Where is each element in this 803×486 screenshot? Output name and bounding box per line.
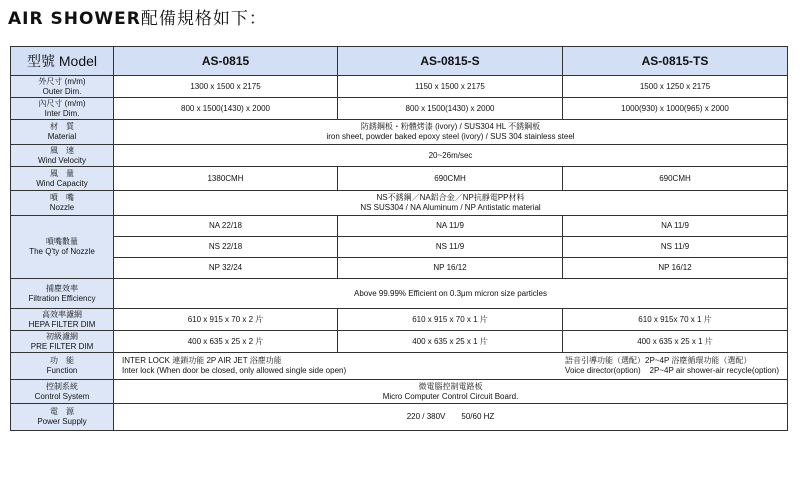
label-zh: 風 速 bbox=[50, 145, 74, 155]
value-zh: 防銹鋼板・粉體烤漆 (ivory) / SUS304 HL 不銹鋼板 bbox=[360, 122, 541, 131]
table-cell: 400 x 635 x 25 x 2 片 bbox=[114, 331, 338, 353]
table-cell: 800 x 1500(1430) x 2000 bbox=[338, 98, 563, 120]
wind-capacity-label bbox=[11, 167, 114, 191]
label-zh: 噴 嘴 bbox=[50, 193, 74, 202]
table-cell: 1150 x 1500 x 2175 bbox=[338, 76, 563, 98]
table-cell: NA 22/18 bbox=[114, 216, 338, 237]
label-zh: 高效率濾網 bbox=[42, 309, 82, 319]
row-function bbox=[11, 353, 788, 380]
material-value bbox=[114, 120, 788, 145]
label-zh: 材 質 bbox=[50, 122, 74, 131]
value-zh: 語音引導功能（選配）2P~4P 浴塵循環功能（選配） bbox=[565, 356, 752, 365]
function-standard bbox=[122, 356, 346, 376]
value-zh: NS不銹鋼／NA鋁合金／NP抗靜電PP材料 bbox=[376, 193, 525, 202]
table-cell: 610 x 915 x 70 x 2 片 bbox=[114, 309, 338, 331]
label-en: Outer Dim. bbox=[42, 86, 82, 96]
control-label bbox=[11, 380, 114, 404]
table-cell: 400 x 635 x 25 x 1 片 bbox=[563, 331, 788, 353]
spec-table bbox=[10, 46, 788, 431]
table-cell: 610 x 915 x 70 x 1 片 bbox=[338, 309, 563, 331]
table-cell: NS 11/9 bbox=[563, 237, 788, 258]
value-en bbox=[565, 366, 779, 376]
hepa-label bbox=[11, 309, 114, 331]
model-1: AS-0815 bbox=[114, 47, 338, 76]
table-cell: 1300 x 1500 x 2175 bbox=[114, 76, 338, 98]
table-cell: NP 32/24 bbox=[114, 258, 338, 279]
table-cell: NA 11/9 bbox=[563, 216, 788, 237]
label-en: Function bbox=[46, 366, 78, 375]
option-recycle: 2P~4P air shower-air recycle(option) bbox=[649, 366, 779, 375]
table-cell: 1500 x 1250 x 2175 bbox=[563, 76, 788, 98]
label-en: Wind Capacity bbox=[36, 178, 88, 188]
label-en: Control System bbox=[34, 391, 90, 401]
model-2: AS-0815-S bbox=[338, 47, 563, 76]
wind-velocity-value: 20~26m/sec bbox=[114, 145, 788, 167]
label-zh: 初級濾網 bbox=[46, 331, 78, 341]
row-qty-nozzle bbox=[11, 237, 788, 258]
filtration-label bbox=[11, 279, 114, 309]
row-qty-nozzle bbox=[11, 216, 788, 237]
material-label bbox=[11, 120, 114, 145]
function-value bbox=[114, 353, 788, 380]
table-cell: 690CMH bbox=[563, 167, 788, 191]
label-en: Power Supply bbox=[37, 417, 87, 426]
value-en: Inter lock (When door be closed, only allowed single side open) bbox=[122, 366, 347, 375]
control-value bbox=[114, 380, 788, 404]
row-power bbox=[11, 404, 788, 431]
table-cell: 400 x 635 x 25 x 1 片 bbox=[338, 331, 563, 353]
label-en: The Q'ty of Nozzle bbox=[29, 247, 95, 256]
label-en: Filtration Efficiency bbox=[28, 293, 96, 303]
pre-filter-label bbox=[11, 331, 114, 353]
table-cell: 610 x 915x 70 x 1 片 bbox=[563, 309, 788, 331]
label-zh: 風 量 bbox=[50, 168, 74, 178]
title-zh: 配備規格如下： bbox=[140, 9, 267, 29]
filtration-value: Above 99.99% Efficient on 0.3μm micron size particles bbox=[114, 279, 788, 309]
wind-velocity-label bbox=[11, 145, 114, 167]
row-nozzle bbox=[11, 191, 788, 216]
row-control bbox=[11, 380, 788, 404]
function-options bbox=[565, 356, 779, 376]
value-zh: 微電腦控制電路板 bbox=[418, 381, 483, 391]
power-value: 220 / 380V 50/60 HZ bbox=[114, 404, 788, 431]
table-cell: NA 11/9 bbox=[338, 216, 563, 237]
power-label bbox=[11, 404, 114, 431]
label-zh: 功 能 bbox=[50, 356, 74, 365]
row-wind-velocity bbox=[11, 145, 788, 167]
nozzle-value bbox=[114, 191, 788, 216]
table-cell: 1000(930) x 1000(965) x 2000 bbox=[563, 98, 788, 120]
value-en: NS SUS304 / NA Aluminum / NP Antistatic material bbox=[360, 203, 541, 212]
row-filtration bbox=[11, 279, 788, 309]
header-label: 型號 Model bbox=[11, 47, 114, 76]
row-hepa bbox=[11, 309, 788, 331]
header-row bbox=[11, 47, 788, 76]
inter-dim-label bbox=[11, 98, 114, 120]
label-en: Nozzle bbox=[49, 203, 75, 212]
label-en: Material bbox=[47, 132, 77, 141]
label-zh: 捕塵效率 bbox=[46, 283, 78, 293]
table-cell: 1380CMH bbox=[114, 167, 338, 191]
label-zh: 內尺寸 (m/m) bbox=[38, 98, 86, 108]
row-material bbox=[11, 120, 788, 145]
label-en: Inter Dim. bbox=[44, 108, 80, 118]
table-cell: NS 11/9 bbox=[338, 237, 563, 258]
table-cell: NP 16/12 bbox=[338, 258, 563, 279]
option-voice: Voice director(option) bbox=[565, 366, 641, 375]
table-cell: 690CMH bbox=[338, 167, 563, 191]
value-en: iron sheet, powder baked epoxy steel (ivory) / SUS 304 stainless steel bbox=[326, 132, 575, 141]
nozzle-label bbox=[11, 191, 114, 216]
table-cell: 800 x 1500(1430) x 2000 bbox=[114, 98, 338, 120]
table-cell: NP 16/12 bbox=[563, 258, 788, 279]
row-outer-dim bbox=[11, 76, 788, 98]
label-en: Wind Velocity bbox=[37, 155, 87, 165]
label-zh: 電 源 bbox=[50, 407, 74, 416]
value-zh: INTER LOCK 連鎖功能 2P AIR JET 浴塵功能 bbox=[122, 356, 282, 365]
qty-nozzle-label bbox=[11, 216, 114, 279]
row-wind-capacity bbox=[11, 167, 788, 191]
label-en: PRE FILTER DIM bbox=[30, 341, 94, 351]
model-3: AS-0815-TS bbox=[563, 47, 788, 76]
row-qty-nozzle bbox=[11, 258, 788, 279]
label-zh: 外尺寸 (m/m) bbox=[38, 76, 86, 86]
value-en: Micro Computer Control Circuit Board. bbox=[382, 391, 519, 401]
row-inter-dim bbox=[11, 98, 788, 120]
page-title bbox=[8, 4, 267, 29]
outer-dim-label bbox=[11, 76, 114, 98]
label-en: HEPA FILTER DIM bbox=[28, 319, 96, 329]
label-zh: 噴嘴數量 bbox=[46, 237, 78, 246]
label-zh: 控制系統 bbox=[46, 381, 78, 391]
table-cell: NS 22/18 bbox=[114, 237, 338, 258]
title-en: AIR SHOWER bbox=[8, 9, 141, 29]
function-label bbox=[11, 353, 114, 380]
row-pre-filter bbox=[11, 331, 788, 353]
